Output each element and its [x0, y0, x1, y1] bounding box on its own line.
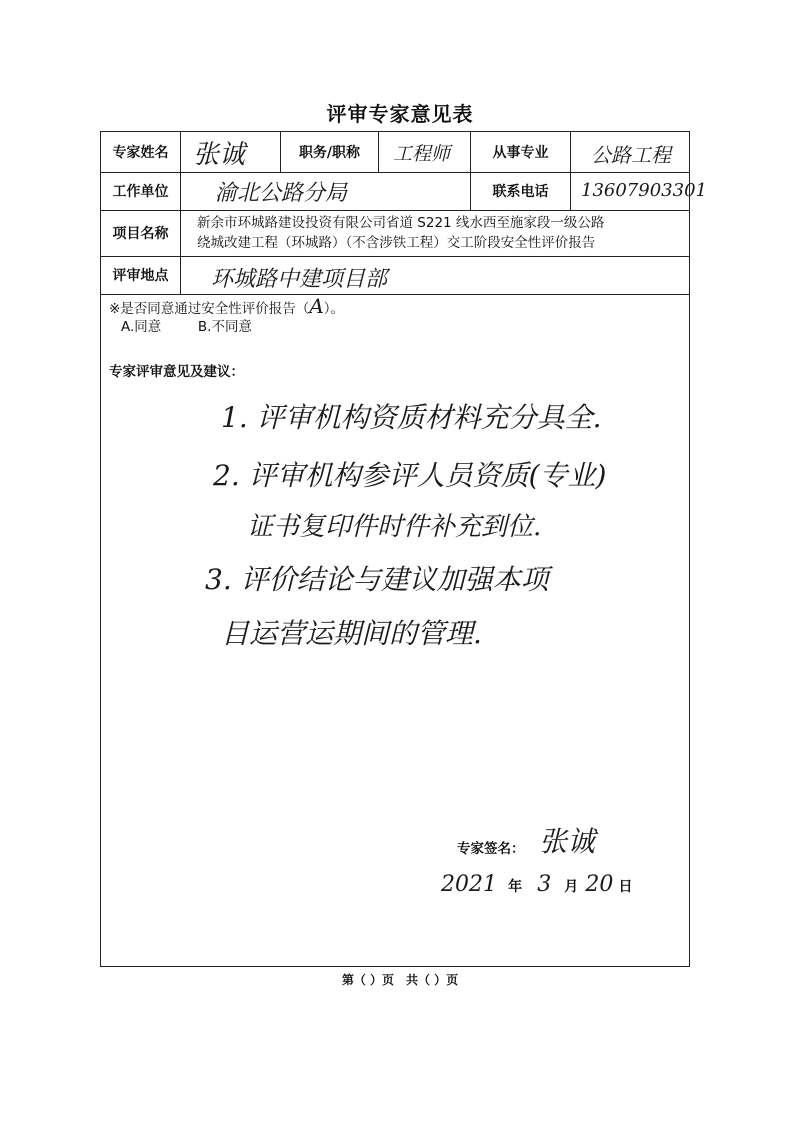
- signature-date: [441, 872, 632, 897]
- row-work-unit: [101, 172, 707, 211]
- agreement-question-end: ）。: [323, 301, 345, 317]
- opinion-label: 专家评审意见及建议：: [109, 364, 244, 380]
- opinion-line-3: 证书复印件时件补充到位.: [247, 512, 542, 542]
- form-title: 评审专家意见表: [326, 102, 474, 126]
- signature-name: 张诚: [539, 825, 596, 858]
- signature-label: 专家签名：: [457, 841, 525, 857]
- row-expert-info: [101, 132, 689, 173]
- value-phone: [571, 172, 707, 210]
- opinion-line-4: 3. 评价结论与建议加强本项: [205, 563, 549, 596]
- label-expert-name: 专家姓名: [101, 132, 181, 172]
- opinion-line-5: 目运营运期间的管理.: [221, 617, 482, 650]
- review-form: [100, 131, 707, 967]
- date-month: 3: [537, 872, 552, 897]
- value-specialty: [571, 132, 689, 172]
- agreement-question: ※是否同意通过安全性评价报告（: [109, 301, 310, 317]
- page-footer: 第（ ）页 共（ ）页: [341, 973, 459, 987]
- value-position-title: [379, 132, 471, 172]
- label-work-unit: 工作单位: [101, 172, 181, 210]
- project-name-line2: 绕城改建工程（环城路）（不含涉铁工程）交工阶段安全性评价报告: [197, 235, 596, 251]
- project-name-text: [197, 213, 683, 253]
- date-year: 2021: [441, 872, 497, 897]
- label-position-title: 职务/职称: [281, 132, 379, 172]
- option-b: B.不同意: [197, 319, 252, 335]
- handwritten-work-unit: 渝北公路分局: [215, 181, 348, 206]
- opinion-line-2: 2. 评审机构参评人员资质(专业): [213, 459, 607, 492]
- handwritten-expert-name: 张诚: [193, 140, 246, 170]
- opinion-line-1: 1. 评审机构资质材料充分具全.: [221, 401, 602, 434]
- handwritten-position-title: 工程师: [393, 143, 451, 165]
- value-expert-name: [181, 132, 281, 172]
- option-a: A.同意: [121, 319, 162, 335]
- agreement-question-line: [109, 294, 345, 318]
- value-work-unit: [181, 172, 471, 210]
- agreement-answer: A: [309, 294, 324, 318]
- date-day-char: 日: [618, 879, 633, 895]
- label-review-location: 评审地点: [101, 256, 181, 294]
- date-day: 20: [585, 872, 614, 897]
- row-project-name: [101, 210, 689, 257]
- agreement-options: [109, 318, 344, 336]
- handwritten-specialty: 公路工程: [591, 143, 671, 167]
- label-project-name: 项目名称: [101, 210, 181, 256]
- handwritten-phone: 13607903301: [581, 180, 707, 201]
- date-year-char: 年: [508, 879, 523, 895]
- date-month-char: 月: [564, 879, 579, 895]
- label-specialty: 从事专业: [471, 132, 571, 172]
- agreement-section: [109, 294, 345, 336]
- project-name-line1: 新余市环城路建设投资有限公司省道 S221 线水西至施家段一级公路: [197, 215, 605, 231]
- row-review-location: [101, 256, 689, 295]
- label-phone: 联系电话: [471, 172, 571, 210]
- handwritten-review-location: 环城路中建项目部: [211, 267, 388, 292]
